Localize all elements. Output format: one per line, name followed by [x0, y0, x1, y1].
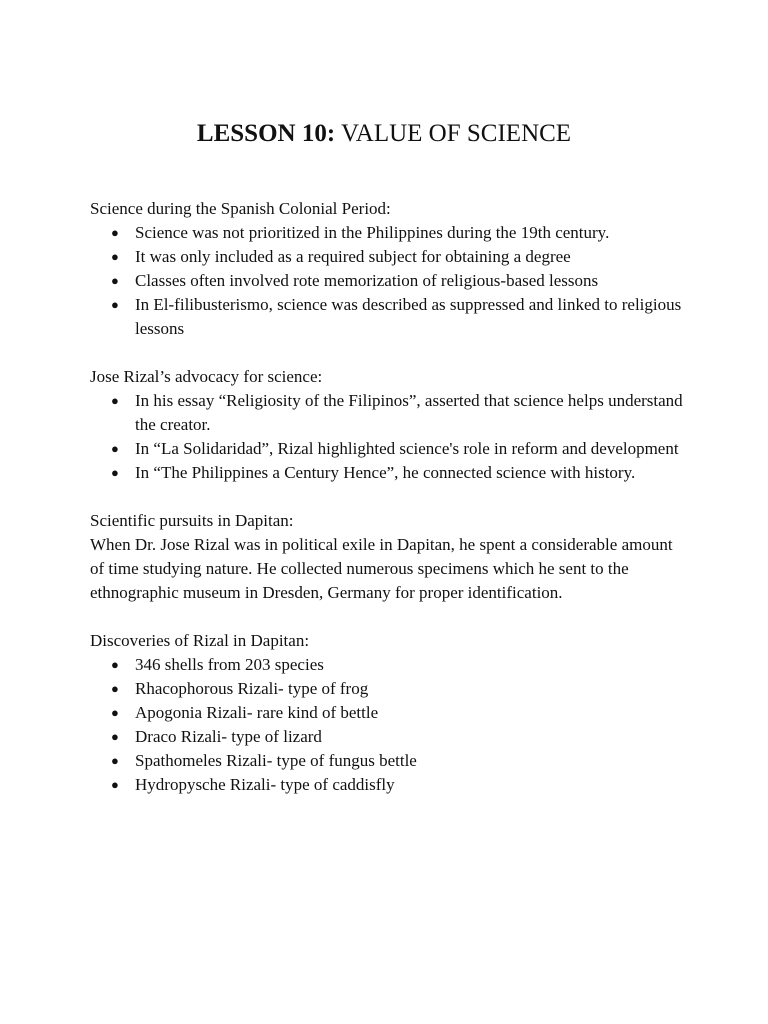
list-item: [90, 725, 690, 749]
list-item: [90, 437, 690, 461]
list-item: [90, 221, 690, 245]
list-item-text: Draco Rizali- type of lizard: [135, 727, 322, 746]
section-dapitan-discoveries: [90, 629, 690, 797]
bullet-icon: ●: [111, 777, 119, 792]
list-item-text: 346 shells from 203 species: [135, 655, 324, 674]
list-item-text: Hydropysche Rizali- type of caddisfly: [135, 775, 395, 794]
bullet-icon: ●: [111, 297, 119, 312]
list-item-text: In “The Philippines a Century Hence”, he connected science with history.: [135, 463, 636, 482]
list-item-text: In El-filibusterismo, science was described as suppressed and linked to religious lessons: [135, 295, 682, 338]
section-heading: Scientific pursuits in Dapitan:: [90, 511, 294, 530]
list-item: [90, 293, 690, 341]
bullet-icon: ●: [111, 225, 119, 240]
list-item-text: Classes often involved rote memorization of religious-based lessons: [135, 271, 599, 290]
document-body: [90, 197, 690, 821]
bullet-icon: ●: [111, 729, 119, 744]
bullet-icon: ●: [111, 753, 119, 768]
bullet-list: [90, 221, 690, 341]
list-item-text: In “La Solidaridad”, Rizal highlighted science's role in reform and development: [135, 439, 679, 458]
bullet-icon: ●: [111, 249, 119, 264]
list-item-text: Rhacophorous Rizali- type of frog: [135, 679, 369, 698]
list-item: [90, 773, 690, 797]
bullet-icon: ●: [111, 681, 119, 696]
list-item-text: Spathomeles Rizali- type of fungus bettle: [135, 751, 417, 770]
page-title: [0, 118, 768, 150]
section-heading: Science during the Spanish Colonial Period:: [90, 199, 391, 218]
section-heading: Discoveries of Rizal in Dapitan:: [90, 631, 310, 650]
section-rizal-advocacy: [90, 365, 690, 485]
title-topic: VALUE OF SCIENCE: [335, 120, 572, 147]
list-item-text: In his essay “Religiosity of the Filipinos”, asserted that science helps understand the creator.: [135, 391, 683, 434]
bullet-icon: ●: [111, 393, 119, 408]
section-heading: Jose Rizal’s advocacy for science:: [90, 367, 323, 386]
list-item: [90, 677, 690, 701]
bullet-icon: ●: [111, 273, 119, 288]
list-item: [90, 461, 690, 485]
bullet-list: [90, 389, 690, 485]
list-item: [90, 749, 690, 773]
list-item-text: It was only included as a required subject for obtaining a degree: [135, 247, 571, 266]
bullet-icon: ●: [111, 705, 119, 720]
list-item: [90, 389, 690, 437]
bullet-icon: ●: [111, 657, 119, 672]
section-dapitan-pursuits: [90, 509, 690, 605]
list-item: [90, 245, 690, 269]
title-lesson-number: LESSON 10:: [196, 120, 336, 147]
section-spanish-colonial: [90, 197, 690, 341]
list-item-text: Apogonia Rizali- rare kind of bettle: [135, 703, 379, 722]
list-item: [90, 701, 690, 725]
section-paragraph: When Dr. Jose Rizal was in political exile in Dapitan, he spent a considerable amount of time studying nature. He collected numerous specimens which he sent to the ethnographic museum in Dresden, Germany for proper identification.: [90, 535, 673, 602]
bullet-list: [90, 653, 690, 797]
bullet-icon: ●: [111, 465, 119, 480]
list-item: [90, 653, 690, 677]
bullet-icon: ●: [111, 441, 119, 456]
list-item-text: Science was not prioritized in the Philippines during the 19th century.: [135, 223, 610, 242]
list-item: [90, 269, 690, 293]
